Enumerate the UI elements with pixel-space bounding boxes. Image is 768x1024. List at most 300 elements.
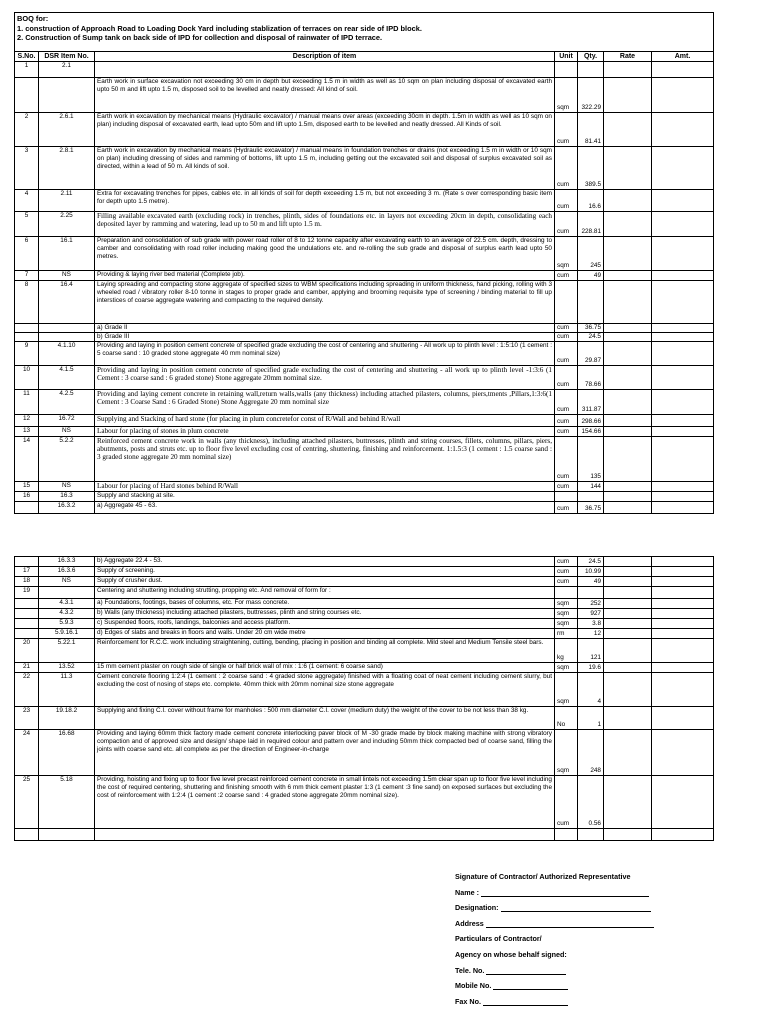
- tele-line: [455, 966, 654, 982]
- row-rate: [604, 599, 652, 609]
- row-unit: sqm: [555, 599, 578, 609]
- row-dsr-item: 5.22.1: [39, 639, 95, 663]
- table-row: [15, 427, 714, 437]
- row-amount: [652, 730, 714, 776]
- column-header-row: [15, 52, 714, 62]
- row-qty: 1: [578, 707, 604, 730]
- row-description: [95, 829, 555, 841]
- mobile-field[interactable]: [493, 989, 568, 990]
- row-description: Earth work in excavation by mechanical means (Hydraulic excavator) / manual means in foundation trenches or drains (not exceeding 1.5 m in width or 10 sqm on plan) including dressing of sides and ramming of bottoms, lift upto 1.5 m, including getting out the excavated soil and disposal of surplus excavated soil as directed, within a lead of 50 m. All kinds of soil.: [95, 147, 555, 190]
- row-dsr-item: 4.3.1: [39, 599, 95, 609]
- row-rate: [604, 829, 652, 841]
- row-rate: [604, 333, 652, 342]
- boq-table-2: [14, 556, 714, 841]
- table-row: [15, 639, 714, 663]
- row-qty: 19.6: [578, 663, 604, 673]
- table-row: [15, 271, 714, 281]
- table-row: [15, 190, 714, 212]
- row-description: Laying spreading and compacting stone aggregate of specified sizes to WBM specifications including spreading in uniform thickness, hand picking, rolling with 3 wheeled road / vibratory roller 8-10 tonne in stages to proper grade and camber, applying and brooming requisite type of screening / binding material to fill up interstices of coarse aggregate watering and compacting to the required density.: [95, 281, 555, 324]
- fax-field[interactable]: [483, 1005, 568, 1006]
- row-amount: [652, 415, 714, 427]
- row-rate: [604, 62, 652, 78]
- row-unit: kg: [555, 639, 578, 663]
- table-row: [15, 557, 714, 567]
- row-dsr-item: NS: [39, 482, 95, 492]
- row-dsr-item: 16.3.2: [39, 502, 95, 514]
- row-sno: 17: [15, 567, 39, 577]
- row-description: Cement concrete flooring 1:2:4 (1 cement : 2 coarse sand : 4 graded stone aggregate) finished with a floating coat of neat cement including cement slurry, but excluding the cost of nosing of steps etc. complete. 40mm thick with 20mm nominal size stone aggregate: [95, 673, 555, 707]
- row-description: Filling available excavated earth (excluding rock) in trenches, plinth, sides of foundations etc. in layers not exceeding 20cm in depth, consolidating each deposited layer by ramming and watering, lead up to 50 m and lift upto 1.5 m.: [95, 212, 555, 237]
- row-unit: cum: [555, 147, 578, 190]
- row-rate: [604, 212, 652, 237]
- row-unit: sqm: [555, 78, 578, 113]
- row-sno: [15, 629, 39, 639]
- row-description: Extra for excavating trenches for pipes, cables etc. in all kinds of soil for depth exceeding 1.5 m, but not exceeding 3 m. (Rate s over corresponding basic item for depth upto 1.5 metre).: [95, 190, 555, 212]
- row-dsr-item: 16.72: [39, 415, 95, 427]
- row-dsr-item: 5.9.16.1: [39, 629, 95, 639]
- row-qty: [578, 281, 604, 324]
- boq-heading-line: 1. construction of Approach Road to Loading Dock Yard including stablization of terraces on rear side of IPD block.: [17, 23, 422, 33]
- row-qty: 298.66: [578, 415, 604, 427]
- row-unit: cum: [555, 333, 578, 342]
- row-qty: 144: [578, 482, 604, 492]
- row-sno: 14: [15, 437, 39, 482]
- row-sno: 8: [15, 281, 39, 324]
- row-amount: [652, 663, 714, 673]
- row-description: Providing and laying 60mm thick factory made cement concrete interlocking paver block of M -30 grade made by block making machine with strong vibratory compaction and of approved size and design/ shape laid in required colour and pattern over and including 50mm thick compacted bed of coarse sand, filling the joints with coarse sand etc. all complete as per the direction of Engineer-in-charge: [95, 730, 555, 776]
- row-sno: 25: [15, 776, 39, 829]
- table-row: [15, 333, 714, 342]
- name-label: Name :: [455, 887, 479, 897]
- table-row: [15, 415, 714, 427]
- row-amount: [652, 829, 714, 841]
- row-unit: cum: [555, 190, 578, 212]
- column-header-unit: Unit: [555, 52, 578, 62]
- row-description: Supplying and fixing C.I. cover without frame for manholes : 500 mm diameter C.I. cover (medium duty) the weight of the cover to be not less than 38 kg.: [95, 707, 555, 730]
- table-row: [15, 281, 714, 324]
- row-sno: [15, 557, 39, 567]
- row-sno: [15, 78, 39, 113]
- row-description: 15 mm cement plaster on rough side of single or half brick wall of mix : 1:6 (1 cement: 6 coarse sand): [95, 663, 555, 673]
- row-description: a) Grade II: [95, 324, 555, 333]
- column-header-dsr: DSR Item No.: [39, 52, 95, 62]
- row-qty: 24.5: [578, 333, 604, 342]
- row-qty: 154.66: [578, 427, 604, 437]
- boq-sheet-1: [14, 12, 713, 514]
- row-rate: [604, 190, 652, 212]
- table-row: [15, 609, 714, 619]
- designation-line: [455, 903, 654, 919]
- row-rate: [604, 673, 652, 707]
- row-description: Providing and laying cement concrete in retaining wall,return walls,walls (any thickness) including attached pilasters, columns, piers,tments ,Pillars,1:3:6(1 Cement : 3 Coarse Sand : 6 Graded Stone) Stone Aggregate 20 mm nominal size: [95, 390, 555, 415]
- row-description: a) Foundations, footings, bases of columns, etc. For mass concrete.: [95, 599, 555, 609]
- row-sno: 22: [15, 673, 39, 707]
- row-description: Reinforcement for R.C.C. work including straightening, cutting, bending, placing in position and binding all complete. Mild steel and Medium Tensile steel bars.: [95, 639, 555, 663]
- row-unit: cum: [555, 212, 578, 237]
- boq-heading-line: 2. Construction of Sump tank on back side of IPD for collection and disposal of rainwater of IPD terrace.: [17, 33, 383, 42]
- row-description: [95, 62, 555, 78]
- row-description: Supply of screening.: [95, 567, 555, 577]
- row-description: Labour for placing of stones in plum concrete: [95, 427, 555, 437]
- row-rate: [604, 629, 652, 639]
- row-unit: rm: [555, 629, 578, 639]
- row-dsr-item: 2.8.1: [39, 147, 95, 190]
- row-rate: [604, 587, 652, 599]
- row-description: Preparation and consolidation of sub grade with power road roller of 8 to 12 tonne capacity after excavating earth to an average of 22.5 cm. depth, dressing to camber and consolidating with road roller including making good the undulations etc. and re-rolling the sub grade and disposal of surplus earth lead upto 50 metres.: [95, 237, 555, 271]
- row-rate: [604, 567, 652, 577]
- column-header-qty: Qty.: [578, 52, 604, 62]
- table-row: [15, 437, 714, 482]
- row-amount: [652, 437, 714, 482]
- table-row: [15, 212, 714, 237]
- row-description: Supply of crusher dust.: [95, 577, 555, 587]
- table-row: [15, 342, 714, 366]
- row-dsr-item: 5.18: [39, 776, 95, 829]
- row-rate: [604, 147, 652, 190]
- row-qty: 24.5: [578, 557, 604, 567]
- row-sno: 7: [15, 271, 39, 281]
- boq-heading-line: BOQ for:: [17, 14, 49, 23]
- table-row: [15, 829, 714, 841]
- row-dsr-item: 2.11: [39, 190, 95, 212]
- row-unit: cum: [555, 113, 578, 147]
- row-rate: [604, 557, 652, 567]
- row-description: Providing, hoisting and fixing up to floor five level precast reinforced cement concrete in small lintels not exceeding 1.5m clear span up to floor five level including the cost of required centering, shuttering and finishing smooth with 6 mm thick cement plaster 1:3 (1 cement :3 fine sand) on exposed surfaces but excluding the cost of reinforcement with 1:2:4 (1 cement :2 coarse sand : 4 graded stone aggregate 20mm nominal size).: [95, 776, 555, 829]
- row-amount: [652, 639, 714, 663]
- table-row: [15, 577, 714, 587]
- row-rate: [604, 663, 652, 673]
- row-unit: sqm: [555, 730, 578, 776]
- row-rate: [604, 482, 652, 492]
- row-qty: 389.5: [578, 147, 604, 190]
- table-row: [15, 776, 714, 829]
- row-amount: [652, 599, 714, 609]
- row-description: Providing and laying in position cement concrete of specified grade excluding the cost of centering and shuttering - all work up to plinth level -1:3:6 (1 Cement : 3 coarse sand : 6 graded stone) Stone aggregate 20mm nominal size.: [95, 366, 555, 390]
- particulars-label: Particulars of Contractor/: [455, 934, 542, 944]
- row-description: b) Grade III: [95, 333, 555, 342]
- row-rate: [604, 415, 652, 427]
- row-dsr-item: 4.1.5: [39, 366, 95, 390]
- row-sno: 2: [15, 113, 39, 147]
- row-rate: [604, 271, 652, 281]
- name-field[interactable]: [481, 896, 649, 897]
- row-qty: 78.66: [578, 366, 604, 390]
- row-rate: [604, 281, 652, 324]
- table-row: [15, 619, 714, 629]
- row-unit: [555, 492, 578, 502]
- row-rate: [604, 324, 652, 333]
- row-amount: [652, 324, 714, 333]
- row-sno: 24: [15, 730, 39, 776]
- row-amount: [652, 427, 714, 437]
- table-row: [15, 366, 714, 390]
- address-label: Address: [455, 918, 484, 928]
- table-row: [15, 707, 714, 730]
- table-row: [15, 147, 714, 190]
- row-qty: 311.87: [578, 390, 604, 415]
- table-row: [15, 567, 714, 577]
- row-dsr-item: 16.3.3: [39, 557, 95, 567]
- column-header-amount: Amt.: [652, 52, 714, 62]
- row-sno: 23: [15, 707, 39, 730]
- row-dsr-item: 5.2.2: [39, 437, 95, 482]
- row-description: d) Edges of slabs and breaks in floors and walls. Under 20 cm wide metre: [95, 629, 555, 639]
- table-row: [15, 599, 714, 609]
- row-unit: [555, 281, 578, 324]
- row-dsr-item: 4.1.10: [39, 342, 95, 366]
- row-unit: sqm: [555, 673, 578, 707]
- row-qty: 228.81: [578, 212, 604, 237]
- tele-label: Tele. No.: [455, 965, 485, 975]
- row-unit: cum: [555, 342, 578, 366]
- row-sno: 20: [15, 639, 39, 663]
- row-qty: [578, 62, 604, 78]
- row-unit: cum: [555, 415, 578, 427]
- row-unit: [555, 829, 578, 841]
- row-dsr-item: 16.4: [39, 281, 95, 324]
- row-rate: [604, 113, 652, 147]
- row-rate: [604, 502, 652, 514]
- row-sno: [15, 609, 39, 619]
- row-amount: [652, 502, 714, 514]
- name-line: [455, 888, 654, 904]
- row-rate: [604, 78, 652, 113]
- row-unit: cum: [555, 502, 578, 514]
- row-amount: [652, 557, 714, 567]
- signature-block: [455, 872, 654, 1012]
- row-qty: [578, 587, 604, 599]
- row-qty: [578, 829, 604, 841]
- row-unit: cum: [555, 482, 578, 492]
- row-qty: 3.8: [578, 619, 604, 629]
- row-qty: 4: [578, 673, 604, 707]
- row-dsr-item: [39, 78, 95, 113]
- row-amount: [652, 147, 714, 190]
- row-dsr-item: 4.3.2: [39, 609, 95, 619]
- row-sno: 19: [15, 587, 39, 599]
- row-sno: 16: [15, 492, 39, 502]
- table-row: [15, 492, 714, 502]
- row-unit: cum: [555, 437, 578, 482]
- row-description: b) Aggregate 22.4 - 53.: [95, 557, 555, 567]
- row-qty: 248: [578, 730, 604, 776]
- row-sno: 3: [15, 147, 39, 190]
- column-header-description: Description of item: [95, 52, 555, 62]
- row-dsr-item: [39, 333, 95, 342]
- row-description: Providing & laying river bed material (Complete job).: [95, 271, 555, 281]
- agency-label: Agency on whose behalf signed:: [455, 949, 567, 959]
- row-amount: [652, 776, 714, 829]
- row-rate: [604, 609, 652, 619]
- row-amount: [652, 113, 714, 147]
- row-sno: 6: [15, 237, 39, 271]
- row-description: Earth work in surface excavation not exceeding 30 cm in depth but exceeding 1.5 m in width as well as 10 sqm on plan including disposal of excavated earth upto 50 m and lift upto 1.5 m, disposed soil to be levelled and neatly dressed: All kind of soil.: [95, 78, 555, 113]
- table-row: [15, 237, 714, 271]
- row-dsr-item: 2.1: [39, 62, 95, 78]
- row-amount: [652, 237, 714, 271]
- row-dsr-item: 4.2.5: [39, 390, 95, 415]
- row-dsr-item: 13.52: [39, 663, 95, 673]
- row-description: Supplying and Stacking of hard stone (for placing in plum concretefor const of R/Wall and behind R/wall: [95, 415, 555, 427]
- row-sno: 12: [15, 415, 39, 427]
- row-dsr-item: [39, 324, 95, 333]
- row-amount: [652, 673, 714, 707]
- row-qty: [578, 492, 604, 502]
- row-rate: [604, 707, 652, 730]
- row-amount: [652, 190, 714, 212]
- row-sno: 10: [15, 366, 39, 390]
- row-rate: [604, 390, 652, 415]
- row-amount: [652, 271, 714, 281]
- row-unit: cum: [555, 577, 578, 587]
- row-qty: 16.6: [578, 190, 604, 212]
- row-dsr-item: 16.1: [39, 237, 95, 271]
- row-unit: sqm: [555, 619, 578, 629]
- row-sno: 5: [15, 212, 39, 237]
- row-amount: [652, 390, 714, 415]
- table-row: [15, 62, 714, 78]
- row-dsr-item: 2.6.1: [39, 113, 95, 147]
- column-header-sno: S.No.: [15, 52, 39, 62]
- row-unit: cum: [555, 427, 578, 437]
- row-rate: [604, 776, 652, 829]
- row-unit: cum: [555, 567, 578, 577]
- row-unit: cum: [555, 324, 578, 333]
- table-row: [15, 482, 714, 492]
- table-row: [15, 629, 714, 639]
- address-line: [455, 919, 654, 935]
- row-amount: [652, 78, 714, 113]
- column-header-rate: Rate: [604, 52, 652, 62]
- row-qty: 49: [578, 271, 604, 281]
- row-rate: [604, 427, 652, 437]
- row-qty: 36.75: [578, 324, 604, 333]
- row-description: Reinforced cement concrete work in walls (any thickness), including attached pilasters, buttresses, plinth and string courses, fillets, columns, pillars, piers, abutments, posts and struts etc. up to floor five level excluding cost of centring, shuttering, finishing and reinforcement. 1:1.5:3 (1 cement : 1.5 coarse sand : 3 graded stone aggregate 20 mm nominal size): [95, 437, 555, 482]
- table-row: [15, 587, 714, 599]
- row-sno: 11: [15, 390, 39, 415]
- row-dsr-item: 5.9.3: [39, 619, 95, 629]
- designation-label: Designation:: [455, 903, 499, 913]
- row-unit: No: [555, 707, 578, 730]
- row-qty: 10.99: [578, 567, 604, 577]
- row-amount: [652, 366, 714, 390]
- row-amount: [652, 281, 714, 324]
- row-description: Labour for placing of Hard stones behind R/Wall: [95, 482, 555, 492]
- row-dsr-item: NS: [39, 427, 95, 437]
- row-sno: 9: [15, 342, 39, 366]
- row-unit: [555, 62, 578, 78]
- signature-title: Signature of Contractor/ Authorized Representative: [455, 872, 631, 881]
- row-unit: [555, 587, 578, 599]
- row-amount: [652, 342, 714, 366]
- row-description: b) Walls (any thickness) including attached pilasters, buttresses, plinth and string courses etc.: [95, 609, 555, 619]
- row-qty: 252: [578, 599, 604, 609]
- row-sno: [15, 829, 39, 841]
- row-dsr-item: [39, 587, 95, 599]
- row-amount: [652, 577, 714, 587]
- row-amount: [652, 587, 714, 599]
- row-qty: 36.75: [578, 502, 604, 514]
- table-row: [15, 113, 714, 147]
- row-qty: 49: [578, 577, 604, 587]
- row-sno: 13: [15, 427, 39, 437]
- row-rate: [604, 492, 652, 502]
- boq-sheet-2: [14, 556, 713, 841]
- row-rate: [604, 366, 652, 390]
- row-rate: [604, 342, 652, 366]
- row-dsr-item: NS: [39, 577, 95, 587]
- row-rate: [604, 577, 652, 587]
- row-description: Centering and shuttering including strutting, propping etc. And removal of form for :: [95, 587, 555, 599]
- row-dsr-item: [39, 829, 95, 841]
- row-dsr-item: 2.25: [39, 212, 95, 237]
- row-unit: cum: [555, 390, 578, 415]
- row-dsr-item: 16.3.6: [39, 567, 95, 577]
- row-sno: [15, 502, 39, 514]
- row-description: c) Suspended floors, roofs, landings, balconies and access platform.: [95, 619, 555, 629]
- boq-table-1: [14, 12, 714, 514]
- row-rate: [604, 237, 652, 271]
- tele-field[interactable]: [486, 974, 566, 975]
- table-row: [15, 390, 714, 415]
- mobile-label: Mobile No.: [455, 981, 492, 991]
- row-rate: [604, 730, 652, 776]
- row-sno: 1: [15, 62, 39, 78]
- row-amount: [652, 567, 714, 577]
- row-description: Providing and laying in position cement concrete of specified grade excluding the cost of centering and shuttering - All work up to plinth level : 1:5:10 (1 cement : 5 coarse sand : 10 graded stone aggregate 40 mm nominal size): [95, 342, 555, 366]
- row-rate: [604, 437, 652, 482]
- row-unit: sqm: [555, 237, 578, 271]
- address-field[interactable]: [486, 927, 654, 928]
- mobile-line: [455, 981, 654, 997]
- row-qty: 29.87: [578, 342, 604, 366]
- row-rate: [604, 639, 652, 663]
- row-amount: [652, 707, 714, 730]
- row-description: Earth work in excavation by mechanical means (Hydraulic excavator) / manual means over areas (exceeding 30cm in depth. 1.5m in width as well as 10 sqm on plan) including disposal of excavated earth, lead upto 50m and lift upto 1.5m, disposed earth to be levelled and neatly dressed. All Kinds of soil.: [95, 113, 555, 147]
- row-amount: [652, 619, 714, 629]
- row-unit: sqm: [555, 609, 578, 619]
- row-sno: [15, 599, 39, 609]
- designation-field[interactable]: [501, 911, 651, 912]
- row-qty: 135: [578, 437, 604, 482]
- row-amount: [652, 482, 714, 492]
- table-row: [15, 663, 714, 673]
- row-amount: [652, 333, 714, 342]
- row-rate: [604, 619, 652, 629]
- row-sno: 15: [15, 482, 39, 492]
- table-row: [15, 502, 714, 514]
- row-sno: 21: [15, 663, 39, 673]
- row-sno: [15, 619, 39, 629]
- row-qty: 322.29: [578, 78, 604, 113]
- table-row: [15, 78, 714, 113]
- row-qty: 0.56: [578, 776, 604, 829]
- row-sno: [15, 333, 39, 342]
- row-dsr-item: 11.3: [39, 673, 95, 707]
- row-amount: [652, 609, 714, 619]
- table-row: [15, 730, 714, 776]
- row-unit: cum: [555, 557, 578, 567]
- row-unit: cum: [555, 271, 578, 281]
- row-sno: 4: [15, 190, 39, 212]
- table-row: [15, 324, 714, 333]
- row-amount: [652, 62, 714, 78]
- row-sno: 18: [15, 577, 39, 587]
- row-amount: [652, 629, 714, 639]
- table-row: [15, 673, 714, 707]
- row-dsr-item: 16.3: [39, 492, 95, 502]
- row-qty: 12: [578, 629, 604, 639]
